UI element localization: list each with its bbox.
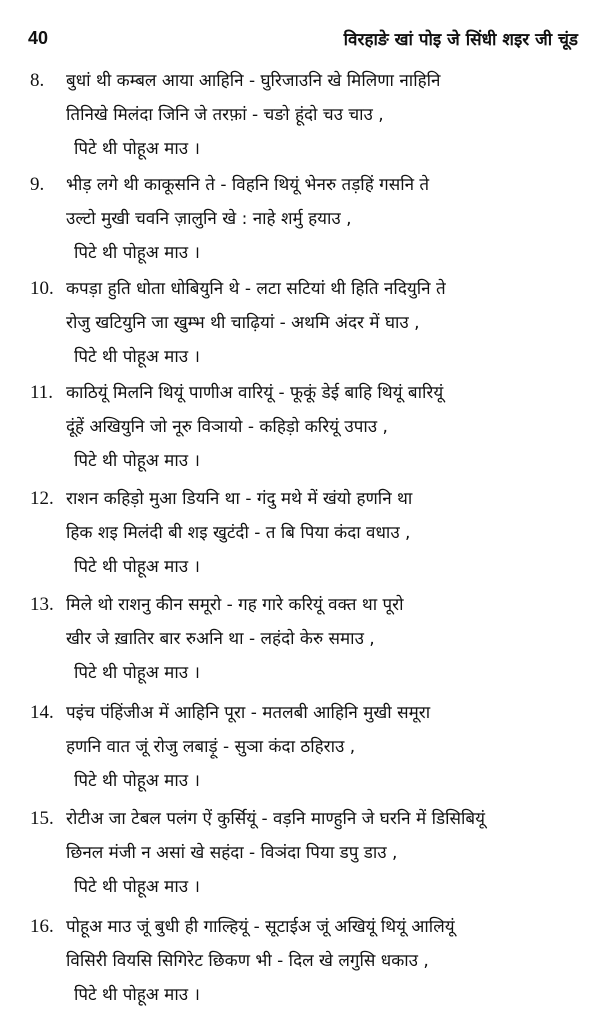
stanza-line: [30, 306, 592, 340]
stanza-number: 9.: [30, 174, 45, 195]
stanza-line: [30, 64, 592, 98]
stanza-10: [30, 272, 592, 374]
verse-text: तिनिखे मिलंदा जिनि जे तरफ़ां - चङो हूंदो चउ चाउ ,: [66, 105, 384, 125]
stanza-number: 12.: [30, 488, 54, 509]
stanza-line: [30, 730, 592, 764]
verse-text: भीड़ लगे थी काकूसनि ते - विहनि थियूं भेनरु तड़हिं गसनि ते: [66, 175, 430, 195]
stanza-15: [30, 802, 592, 904]
stanza-line: [30, 516, 592, 550]
stanza-refrain: [30, 870, 592, 904]
stanza-refrain: [30, 340, 592, 374]
verse-text: हिक शइ मिलंदी बी शइ खुटंदी - त बि पिया कंदा वधाउ ,: [66, 523, 411, 543]
stanza-refrain: [30, 764, 592, 798]
verse-text: रोजु खटियुनि जा खुम्भ थी चाढ़ियां - अथमि अंदर में घाउ ,: [66, 313, 420, 333]
verse-text: छिनल मंजी न असां खे सहंदा - विञंदा पिया डपु डाउ ,: [66, 843, 398, 863]
verse-text: खीर जे ख़ातिर बार रुअनि था - लहंदो केरु समाउ ,: [66, 629, 375, 649]
stanza-number: 15.: [30, 808, 54, 829]
stanza-number: 8.: [30, 70, 45, 91]
stanza-12: [30, 482, 592, 584]
stanza-line: [30, 944, 592, 978]
stanza-refrain: [30, 550, 592, 584]
stanza-number: 16.: [30, 916, 54, 937]
stanza-line: [30, 376, 592, 410]
stanza-line: [30, 696, 592, 730]
stanza-16: [30, 910, 592, 1012]
stanza-line: [30, 836, 592, 870]
stanza-line: [30, 910, 592, 944]
stanza-number: 14.: [30, 702, 54, 723]
verse-text: विसिरी वियसि सिगिरेट छिकण भी - दिल खे लगुसि धकाउ ,: [66, 951, 429, 971]
stanza-refrain: [30, 978, 592, 1012]
stanza-14: [30, 696, 592, 798]
stanza-refrain: [30, 444, 592, 478]
refrain-text: पिटे थी पोहूअ माउ ।: [74, 243, 200, 263]
stanza-refrain: [30, 656, 592, 690]
refrain-text: पिटे थी पोहूअ माउ ।: [74, 347, 200, 367]
stanza-line: [30, 168, 592, 202]
stanza-line: [30, 410, 592, 444]
page-number: 40: [28, 27, 49, 48]
stanza-refrain: [30, 132, 592, 166]
refrain-text: पिटे थी पोहूअ माउ ।: [74, 771, 200, 791]
refrain-text: पिटे थी पोहूअ माउ ।: [74, 877, 200, 897]
refrain-text: पिटे थी पोहूअ माउ ।: [74, 139, 200, 159]
verse-text: पोहूअ माउ जूं बुधी ही गाल्हियूं - सूटाईअ जूं अखियूं थियूं आलियूं: [66, 917, 455, 937]
stanza-9: [30, 168, 592, 270]
stanza-line: [30, 202, 592, 236]
verse-text: काठियूं मिलनि थियूं पाणीअ वारियूं - फूकूं डेई बाहि थियूं बारियूं: [66, 383, 444, 403]
stanza-line: [30, 622, 592, 656]
page-header: [28, 24, 578, 52]
refrain-text: पिटे थी पोहूअ माउ ।: [74, 557, 200, 577]
verse-text: हणनि वात जूं रोजु लबाड़ूं - सुञा कंदा ठहिराउ ,: [66, 737, 356, 757]
stanza-line: [30, 98, 592, 132]
verse-text: राशन कहिड़ो मुआ डियनि था - गंदु मथे में खंयो हणनि था: [66, 489, 413, 509]
stanza-8: [30, 64, 592, 166]
refrain-text: पिटे थी पोहूअ माउ ।: [74, 451, 200, 471]
stanza-line: [30, 272, 592, 306]
verse-text: दूंहें अखियुनि जो नूरु विञायो - कहिड़ो करियूं उपाउ ,: [66, 417, 388, 437]
stanza-number: 10.: [30, 278, 54, 299]
stanza-number: 11.: [30, 382, 54, 403]
stanza-line: [30, 802, 592, 836]
stanza-refrain: [30, 236, 592, 270]
stanza-11: [30, 376, 592, 478]
verse-text: रोटीअ जा टेबल पलंग ऐं कुर्सियूं - वड़नि माण्हुनि जे घरनि में डिसिबियूं: [66, 809, 485, 829]
verse-text: उल्टो मुखी चवनि ज़ालुनि खे : नाहे शर्मु हयाउ ,: [66, 209, 352, 229]
stanza-13: [30, 588, 592, 690]
refrain-text: पिटे थी पोहूअ माउ ।: [74, 663, 200, 683]
refrain-text: पिटे थी पोहूअ माउ ।: [74, 985, 200, 1005]
stanza-line: [30, 588, 592, 622]
verse-text: मिले थो राशनु कीन समूरो - गह गारे करियूं वक्त था पूरो: [66, 595, 404, 615]
verse-text: पइंच पंहिंजीअ में आहिनि पूरा - मतलबी आहिनि मुखी समूरा: [66, 703, 431, 723]
verse-text: कपड़ा हुति धोता धोबियुनि थे - लटा सटियां थी हिति नदियुनि ते: [66, 279, 446, 299]
stanza-line: [30, 482, 592, 516]
running-title: विरहाङे खां पोइ जे सिंधी शइर जी चूंड: [343, 29, 578, 50]
stanza-number: 13.: [30, 594, 54, 615]
verse-text: बुधां थी कम्बल आया आहिनि - घुरिजाउनि खे मिलिणा नाहिनि: [66, 71, 441, 91]
